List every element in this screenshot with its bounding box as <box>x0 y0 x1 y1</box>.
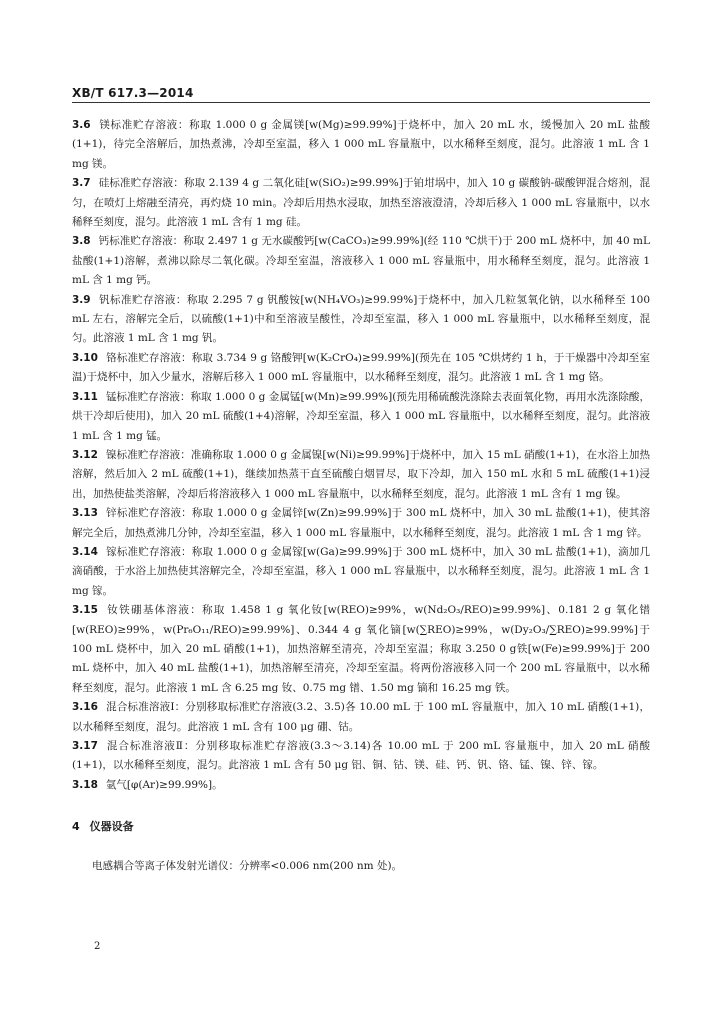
clause-text: 铬标准贮存溶液：称取 3.734 9 g 铬酸钾[w(K₂CrO₄)≥99.99%](预先在 105 ℃烘烤约 1 h，于干燥器中冷却至室温)于烧杯中，加入少量水，溶解后移入 1 000 mL 容量瓶中，以水稀释至刻度，混匀。此溶液 1 mL 含 1 mg 铬。 <box>72 351 650 384</box>
clause-number: 3.13 <box>72 507 98 520</box>
clause-3-11 <box>72 388 650 446</box>
clause-number: 3.17 <box>72 740 98 752</box>
clause-number: 3.12 <box>72 448 98 461</box>
clause-3-14 <box>72 543 650 601</box>
clause-text: 氩气[φ(Ar)≥99.99%]。 <box>105 778 223 791</box>
clause-number: 3.11 <box>72 390 98 403</box>
clause-text: 钒标准贮存溶液：称取 2.295 7 g 钒酸铵[w(NH₄VO₃)≥99.99%]于烧杯中，加入几粒氢氧化钠，以水稀释至 100 mL 左右，溶解完全后，以硫酸(1+1)中和至溶液呈酸性，冷却至室温，移入 1 000 mL 容量瓶中，以水稀释至刻度，混匀。此溶液 1 mL 含 1 mg 钒。 <box>72 293 650 345</box>
clause-text: 硅标准贮存溶液：称取 2.139 4 g 二氧化硅[w(SiO₂)≥99.99%]于铂坩埚中，加入 10 g 碳酸钠-碳酸钾混合熔剂，混匀，在喷灯上熔融至清亮，再灼烧 10 min。冷却后用热水浸取，加热至溶液澄清，冷却后移入 1 000 mL 容量瓶中，以水稀释至刻度，混匀。此溶液 1 mL 含有 1 mg 硅。 <box>72 177 650 229</box>
clause-number: 3.16 <box>72 701 98 714</box>
header-rule <box>72 102 650 103</box>
clause-3-9 <box>72 291 650 349</box>
clause-number: 3.15 <box>72 604 98 617</box>
section-4-heading <box>72 817 650 836</box>
clause-text: 镁标准贮存溶液：称取 1.000 0 g 金属镁[w(Mg)≥99.99%]于烧杯中，加入 20 mL 水，缓慢加入 20 mL 盐酸(1+1)，待完全溶解后，加热煮沸，冷却至室温，移入 1 000 mL 容量瓶中，以水稀释至刻度，混匀。此溶液 1 mL 含 1 mg 镁。 <box>72 119 650 170</box>
clause-3-6 <box>72 116 650 174</box>
clause-3-13 <box>72 504 650 543</box>
standard-code: XB/T 617.3—2014 <box>72 86 194 100</box>
clause-text: 锌标准贮存溶液：称取 1.000 0 g 金属锌[w(Zn)≥99.99%]于 300 mL 烧杯中，加入 30 mL 盐酸(1+1)，使其溶解完全后，加热煮沸几分钟，冷却至室温，移入 1 000 mL 容量瓶中，以水稀释至刻度，混匀。此溶液 1 mL 含 1 mg 锌。 <box>72 507 650 539</box>
clause-text: 锰标准贮存溶液：称取 1.000 0 g 金属锰[w(Mn)≥99.99%](预先用稀硫酸洗涤除去表面氧化物，再用水洗涤除酸，烘干冷却后使用)，加入 20 mL 硫酸(1+4)溶解，冷却至室温，移入 1 000 mL 容量瓶中，以水稀释至刻度，混匀。此溶液 1 mL 含 1 mg 锰。 <box>72 390 650 442</box>
clause-3-17 <box>72 737 650 776</box>
clause-number: 3.14 <box>72 545 98 558</box>
clause-text: 钙标准贮存溶液：称取 2.497 1 g 无水碳酸钙[w(CaCO₃)≥99.99%](经 110 ℃烘干)于 200 mL 烧杯中，加 40 mL 盐酸(1+1)溶解，煮沸以除尽二氧化碳。冷却至室温，溶液移入 1 000 mL 容量瓶中，用水稀释至刻度，混匀。此溶液 1 mL 含 1 mg 钙。 <box>72 235 650 287</box>
clause-3-10 <box>72 349 650 388</box>
clause-text: 混合标准溶液Ⅱ：分别移取标准贮存溶液(3.3～3.14)各 10.00 mL 于 200 mL 容量瓶中，加入 20 mL 硝酸(1+1)，以水稀释至刻度，混匀。此溶液 1 mL 含有 50 μg 铝、铜、钴、镁、硅、钙、钒、铬、锰、镍、锌、镓。 <box>72 740 650 772</box>
clause-3-18 <box>72 776 650 795</box>
clause-text: 镍标准贮存溶液：准确称取 1.000 0 g 金属镍[w(Ni)≥99.99%]于烧杯中，加入 15 mL 硝酸(1+1)，在水浴上加热溶解，然后加入 2 mL 硫酸(1+1)，继续加热蒸干直至硫酸白烟冒尽，取下冷却，加入 150 mL 水和 5 mL 硫酸(1+1)浸出，加热使盐类溶解，冷却后将溶液移入 1 000 mL 容量瓶中，以水稀释至刻度，混匀。此溶液 1 mL 含有 1 mg 镍。 <box>72 448 650 500</box>
clause-text: 镓标准贮存溶液：称取 1.000 0 g 金属镓[w(Ga)≥99.99%]于 300 mL 烧杯中，加入 30 mL 盐酸(1+1)，滴加几滴硝酸，于水浴上加热使其溶解完全，冷却至室温，移入 1 000 mL 容量瓶中，以水稀释至刻度，混匀。此溶液 1 mL 含 1 mg 镓。 <box>72 545 650 597</box>
document-body <box>72 116 650 876</box>
clause-number: 3.6 <box>72 119 91 131</box>
clause-number: 3.10 <box>72 351 98 364</box>
clause-number: 3.9 <box>72 293 91 306</box>
clause-3-8 <box>72 232 650 290</box>
page-number: 2 <box>94 941 101 952</box>
clause-text: 钕铁硼基体溶液：称取 1.458 1 g 氧化钕[w(REO)≥99%，w(Nd₂O₃/REO)≥99.99%]、0.181 2 g 氧化镨[w(REO)≥99%，w(Pr₆O₁₁/REO)≥99.99%]、0.344 4 g 氧化镝[w(∑REO)≥99%，w(Dy₂O₃/∑REO)≥99.99%]于 100 mL 烧杯中，加入 20 mL 硝酸(1+1)，加热溶解至清亮，冷却至室温；称取 3.250 0 g铁[w(Fe)≥99.99%]于 200 mL 烧杯中，加入 40 mL 盐酸(1+1)，加热溶解至清亮，冷却至室温。将两份溶液移入同一个 200 mL 容量瓶中，以水稀释至刻度，混匀。此溶液 1 mL 含 6.25 mg 钕、0.75 mg 镨、1.50 mg 镝和 16.25 mg 铁。 <box>72 604 650 694</box>
clause-text: 混合标准溶液Ⅰ：分别移取标准贮存溶液(3.2、3.5)各 10.00 mL 于 100 mL 容量瓶中，加入 10 mL 硝酸(1+1)，以水稀释至刻度，混匀。此溶液 1 mL 含有 100 μg 硼、钴。 <box>72 701 650 733</box>
clause-number: 3.7 <box>72 177 91 190</box>
clause-3-15 <box>72 601 650 698</box>
section-title: 仪器设备 <box>89 820 134 834</box>
clause-3-7 <box>72 174 650 232</box>
clause-3-12 <box>72 446 650 504</box>
clause-number: 3.8 <box>72 235 91 248</box>
section-4-body: 电感耦合等离子体发射光谱仪：分辨率<0.006 nm(200 nm 处)。 <box>92 859 403 872</box>
section-number: 4 <box>72 820 80 834</box>
clause-number: 3.18 <box>72 778 98 791</box>
clause-3-16 <box>72 698 650 737</box>
